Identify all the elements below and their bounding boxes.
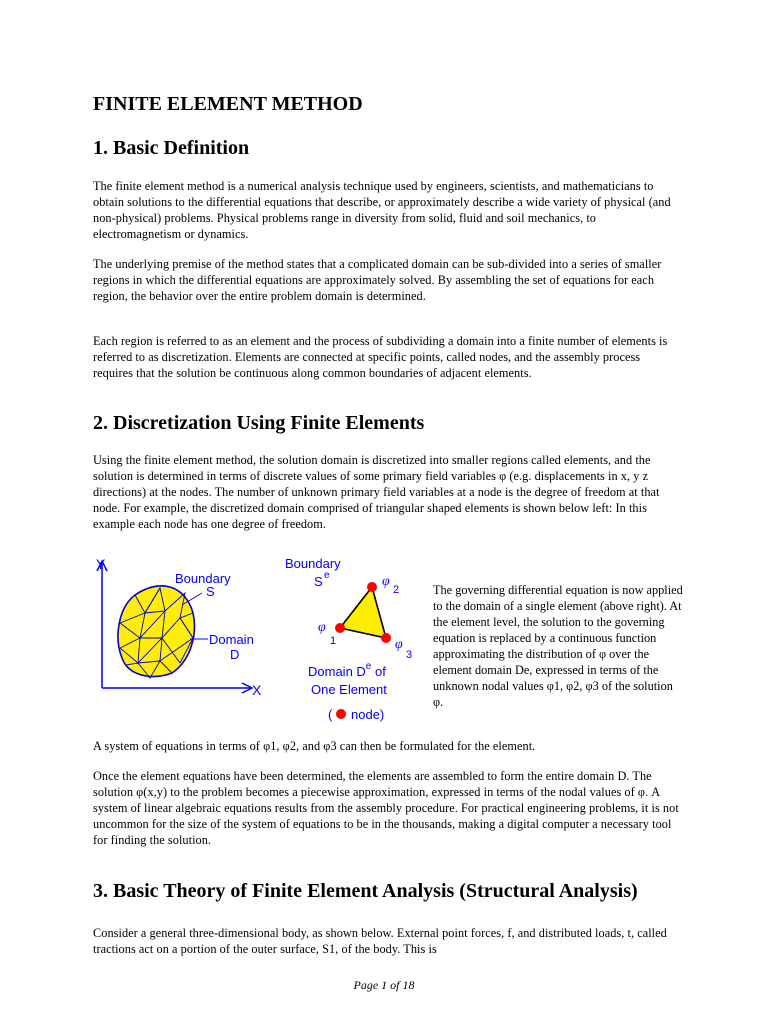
phi1-subscript: 1 [330,635,337,647]
element-domain-label: Domain De of [308,661,386,679]
page-number: Page 1 of 18 [353,978,415,992]
node-2 [367,582,377,592]
element-boundary-symbol: S [314,574,323,589]
paragraph: A system of equations in terms of φ1, φ2, and φ3 can then be formulated for the element. [93,739,536,753]
node-1 [335,623,345,633]
figure-side-text: The governing differential equation is now applied to the domain of a single element (above right). At the element level, the solution to the governing equation is replaced by a continuous function approximating the distribution of φ over the element domain De, expressed in terms of the unknown nodal values φ1, φ2, φ3 of the solution φ. [433,583,683,709]
phi1-label: φ [318,620,326,635]
paragraph: Using the finite element method, the solution domain is discretized into smaller regions called elements, and the solution is determined in terms of discrete values of some primary field variables φ (e.g. displacements in x, y z directions) at the nodes. The number of unknown primary field variables at a node is the degree of freedom at that node. For example, the discretized domain comprised of triangular shaped elements is shown below left: In this example each node has one degree of freedom. [93,453,660,531]
phi2-label: φ [382,574,390,589]
legend-node-marker [336,709,346,719]
document-title: FINITE ELEMENT METHOD [93,93,363,115]
mesh-domain [118,586,194,678]
boundary-label: Boundary [175,571,231,586]
one-element-label: One Element [311,682,387,697]
paragraph: Once the element equations have been determined, the elements are assembled to form the entire domain D. The solution φ(x,y) to the problem becomes a piecewise approximation, expressed in terms of the nodal values of φ. A system of linear algebraic equations results from the assembly procedure. For practical engineering problems, it is not uncommon for the size of the system of equations to be in the thousands, making a digital computer a necessary tool for finding the solution. [93,769,679,847]
finite-element-figure [90,553,420,728]
phi3-subscript: 3 [406,649,413,661]
node-3 [381,633,391,643]
section-heading-basic-definition: 1. Basic Definition [93,137,250,159]
paragraph: Consider a general three-dimensional body, as shown below. External point forces, f, and distributed loads, t, called tractions act on a portion of the outer surface, S1, of the body. This is [93,926,667,956]
paragraph: The underlying premise of the method states that a complicated domain can be sub-divided into a series of smaller regions in which the differential equations are approximately solved. By assembling the set of equations for each region, the behavior over the entire problem domain is determined. [93,257,662,303]
boundary-symbol: S [206,584,215,599]
phi2-subscript: 2 [393,584,400,596]
section-heading-basic-theory: 3. Basic Theory of Finite Element Analysis (Structural Analysis) [93,880,638,902]
element-boundary-superscript: e [324,570,330,581]
domain-label: Domain [209,632,254,647]
domain-symbol: D [230,647,240,662]
legend-node-label: node) [351,707,385,722]
triangular-element [340,587,386,638]
element-boundary-label: Boundary [285,556,341,571]
axis-x-label: X [252,682,262,698]
axis-y-label: Y [96,556,106,572]
paragraph: The finite element method is a numerical analysis technique used by engineers, scientists, and mathematicians to obtain solutions to the differential equations that describe, or approximately describe a wide variety of physical (and non-physical) problems. Physical problems range in diversity from solid, fluid and soil mechanics, to electromagnetism or dynamics. [93,179,671,241]
paragraph: Each region is referred to as an element and the process of subdividing a domain into a finite number of elements is referred to as discretization. Elements are connected at specific points, called nodes, and the assembly process requires that the solution be continuous along common boundaries of adjacent elements. [93,334,668,380]
section-heading-discretization: 2. Discretization Using Finite Elements [93,412,425,434]
legend-open-paren: ( [328,707,333,722]
phi3-label: φ [395,637,403,652]
